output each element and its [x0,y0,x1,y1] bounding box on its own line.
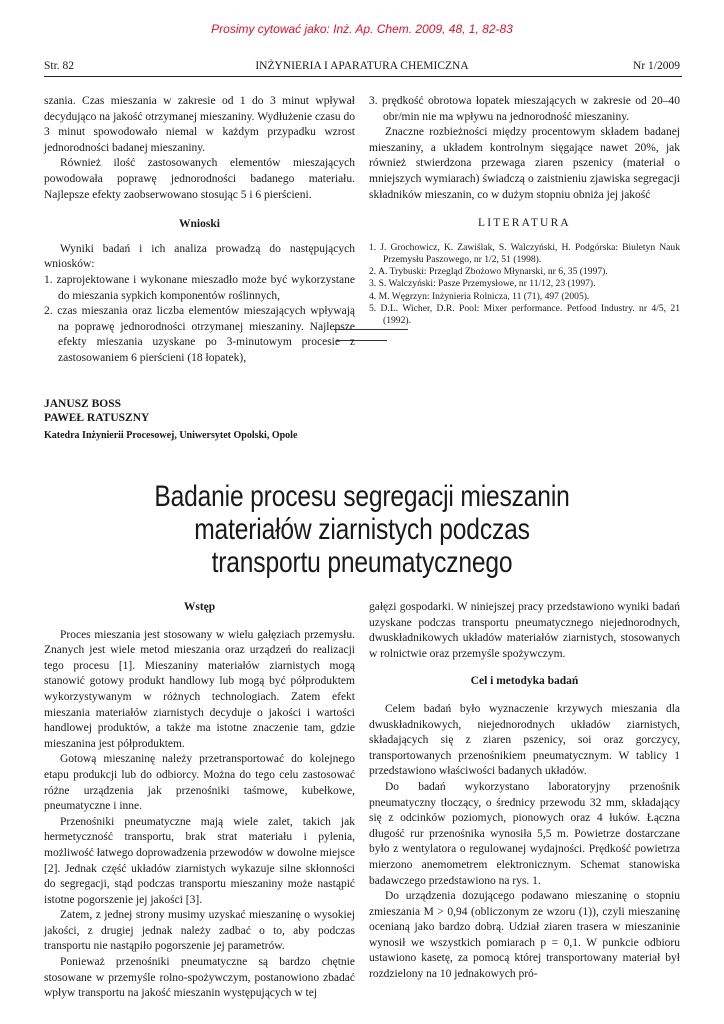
conclusions-list [44,273,355,367]
citation-note: Prosimy cytować jako: Inż. Ap. Chem. 2009, 48, 1, 82-83 [211,22,513,36]
bottom-right-column [369,600,680,983]
paragraph: Wyniki badań i ich analiza prowadzą do następujących wniosków: [44,242,355,271]
paragraph: Do urządzenia dozującego podawano mieszaninę o stopniu zmieszania M > 0,94 (obliczonym ze wzoru (1)), czyli mieszaninę ocenianą jako bardzo dobrą. Udział ziaren trasera w mieszaninie wynosił we wszystkich pomiarach p = 0,1. W punkcie odbioru ustawiono kasetę, za pomocą której transportowany materiał był rozdzielony na 10 jednakowych pró- [369,890,680,981]
paragraph: Celem badań było wyznaczenie krzywych mieszania dla dwuskładnikowych, niejednorodnych układów ziarnistych, składających się z ziaren pszenicy, soi oraz gorczycy, transportowanych przenośnikiem pneumatycznym. W tablicy 1 przedstawiono właściwości badanych układów. [369,702,680,778]
author-name: PAWEŁ RATUSZNY [44,411,150,424]
bottom-left-column [44,600,355,1002]
separator-rule [334,329,408,330]
section-heading-wnioski: Wnioski [179,218,220,231]
separator-rule [336,340,387,341]
list-item: 2. czas mieszania oraz liczba elementów mieszających wpływają na poprawę jednorodności otrzymanej mieszaniny. Najlepsze efekty mieszania uzyskane po 3-minutowym procesie z zastosowaniem 6 pierścieni (18 łopatek), [44,305,355,364]
issue-number: Nr 1/2009 [633,60,680,72]
paragraph: Również ilość zastosowanych elementów mieszających powodowała poprawę jednorodności badanego materiału. Najlepsze efekty zaobserwowano stosując 5 i 6 pierścieni. [44,157,355,201]
title-line: materiałów ziarnistych podczas [194,513,530,546]
header-rule [44,76,682,77]
paragraph: Znaczne rozbieżności między procentowym składem badanej mieszaniny, a układem kontrolnym sięgające nawet 20%, jak również stwierdzona przewaga ziaren pszenicy (materiał o mniejszych wymiarach) świadczą o zaistnieniu zjawiska segregacji składników mieszanin, co w dużym stopniu obniża jej jakość [369,126,680,201]
top-right-column [369,94,680,327]
top-left-column [44,94,355,367]
references-list [369,242,680,327]
conclusions-list-continued [369,94,680,125]
list-item: 3. prędkość obrotowa łopatek mieszających w zakresie od 20–40 obr/min nie ma wpływu na jednorodność mieszaniny. [369,95,680,123]
title-line: Badanie procesu segregacji mieszanin [154,480,570,513]
paragraph: Gotową mieszaninę należy przetransportować do kolejnego etapu produkcji lub do odbiorcy. Można do tego celu zastosować różne urządzenia jak przenośniki taśmowe, kubełkowe, pneumatyczne i inne. [44,753,355,813]
paragraph: Proces mieszania jest stosowany w wielu gałęziach przemysłu. Znanych jest wiele metod mieszania oraz urządzeń do realizacji tego procesu [1]. Mieszaniny materiałów ziarnistych mogą stanowić gotowy produkt handlowy lub mogą być półproduktem wykorzystywanym w różnych technologiach. Zatem efekt mieszania materiałów ziarnistych decyduje o jakości i wartości handlowej produktów, a także ma istotne znaczenie tam, gdzie mieszanina jest półproduktem. [44,628,355,750]
reference-item: 2. A. Trybuski: Przegląd Zbożowo Młynarski, nr 6, 35 (1997). [369,266,608,278]
paragraph: Do badań wykorzystano laboratoryjny przenośnik pneumatyczny tłoczący, o średnicy przewodu 32 mm, składający się z odcinków poziomych, pionowych oraz 4 łuków. Łączna długość rur przenośnika wynosiła 5,5 m. Powietrze dostarczane było z wentylatora o regulowanej wydajności. Prędkość powietrza mierzono anemometrem elektronicznym. Schemat stanowiska badawczego przedstawiono na rys. 1. [369,780,680,887]
paragraph: szania. Czas mieszania w zakresie od 1 do 3 minut wpływał decydująco na jakość otrzymanej mieszaniny. Wydłużenie czasu do 3 minut spowodowało niemal w każdym przypadku wzrost jednorodności badanej mieszaniny. [44,95,355,154]
authors [44,398,149,425]
title-line: transportu pneumatycznego [211,546,513,579]
paragraph: Zatem, z jednej strony musimy uzyskać mieszaninę o wysokiej jakości, z drugiej jednak należy zadbać o to, aby podczas transportu nie nastąpiło pogorszenie jej parametrów. [44,909,355,953]
list-item: 1. zaprojektowane i wykonane mieszadło może być wykorzystane do mieszania sypkich komponentów roślinnych, [44,273,355,302]
literature-heading: LITERATURA [478,217,571,230]
article-title [65,480,659,579]
paragraph: Ponieważ przenośniki pneumatyczne są bardzo chętnie stosowane w przemyśle rolno-spożywczym, postanowiono zbadać wpływ transportu na jakość mieszanin występujących w tej [44,956,355,1000]
affiliation: Katedra Inżynierii Procesowej, Uniwersytet Opolski, Opole [44,430,298,441]
section-heading-wstep: Wstęp [183,601,216,613]
reference-item: 3. S. Walczyński: Pasze Przemysłowe, nr 11/12, 23 (1997). [369,278,596,290]
paragraph: gałęzi gospodarki. W niniejszej pracy przedstawiono wyniki badań uzyskane podczas transportu pneumatycznego niejednorodnych, dwuskładnikowych układów materiałów ziarnistych, stosowanych w rolnictwie oraz przemyśle spożywczym. [369,601,680,660]
section-heading-cel: Cel i metodyka badań [470,675,579,688]
page-number: Str. 82 [44,60,75,72]
author-name: JANUSZ BOSS [44,398,122,410]
journal-name: INŻYNIERIA I APARATURA CHEMICZNA [255,60,469,72]
paragraph: Przenośniki pneumatyczne mają wiele zalet, takich jak hermetyczność transportu, brak strat materiału i pylenia, możliwość łatwego doprowadzenia przewodów w dowolne miejsce [2]. Jednak część układów ziarnistych wykazuje silne skłonności do segregacji, stąd podczas transportu mieszaniny może nastąpić istotne pogorszenie jej jakości [3]. [44,815,355,906]
reference-item: 4. M. Węgrzyn: Inżynieria Rolnicza, 11 (71), 497 (2005). [369,290,590,302]
reference-item: 5. D.L. Wicher, D.R. Pool: Mixer performance. Petfood Industry. nr 4/5, 21 (1992). [369,302,680,326]
reference-item: 1. J. Grochowicz, K. Zawiślak, S. Walczyński, H. Podgórska: Biuletyn Nauk Przemysłu Paszowego, nr 1/2, 51 (1998). [369,241,680,265]
